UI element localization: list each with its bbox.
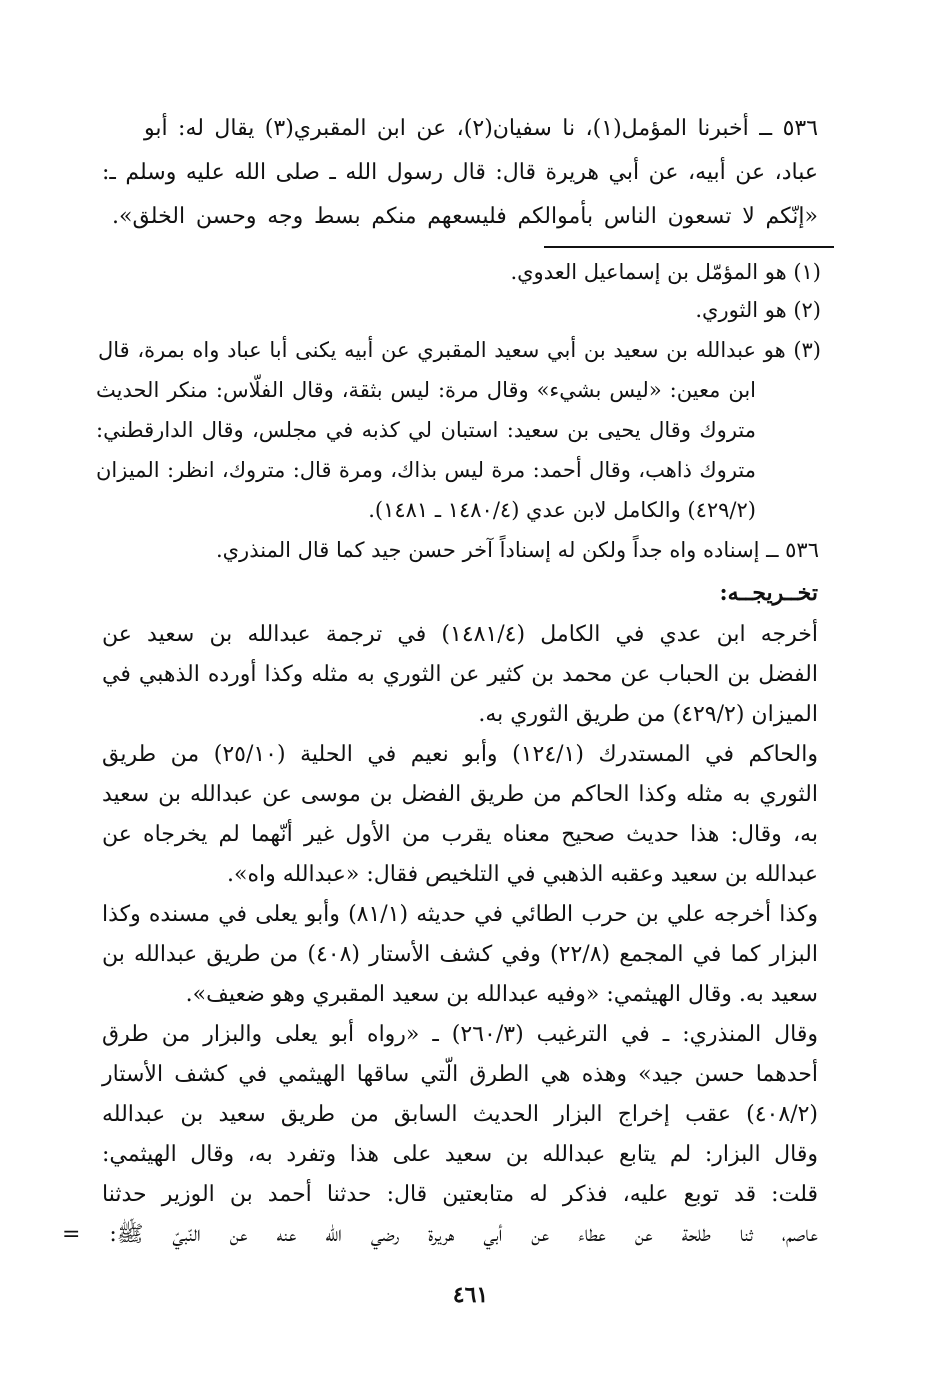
footnote-3-line-3: متروك وقال يحيى بن سعيد: استبان لي كذبه في مجلس، وقال الدارقطني: bbox=[96, 418, 756, 442]
takhrij-line-2: الفضل بن الحباب عن محمد بن كثير عن الثوري به مثله وكذا أورده الذهبي في bbox=[102, 662, 818, 687]
takhrij-heading: تخــريجــه: bbox=[719, 580, 818, 606]
hadith-line-2: عباد، عن أبيه، عن أبي هريرة قال: قال رسول الله ـ صلى الله عليه وسلم ـ: bbox=[102, 160, 818, 185]
footnote-3-line-2: ابن معين: «ليس بشيء» وقال مرة: ليس بثقة، وقال الفلّاس: منكر الحديث bbox=[96, 378, 756, 402]
takhrij-line-5: الثوري به مثله وكذا الحاكم من طريق الفضل بن موسى عن عبدالله بن سعيد bbox=[102, 782, 818, 807]
hadith-line-3: «إنّكم لا تسعون الناس بأموالكم فليسعهم منكم بسط وجه وحسن الخلق». bbox=[112, 204, 818, 229]
takhrij-line-3: الميزان (٤٢٩/٢) من طريق الثوري به. bbox=[478, 702, 818, 727]
takhrij-line-8: وكذا أخرجه علي بن حرب الطائي في حديثه (٨١/١) وأبو يعلى في مسنده وكذا bbox=[102, 902, 818, 927]
takhrij-line-10: سعيد به. وقال الهيثمي: «وفيه عبدالله بن سعيد المقبري وهو ضعيف». bbox=[185, 982, 818, 1007]
footnote-3-line-1: (٣) هو عبدالله بن سعيد بن أبي سعيد المقبري عن أبيه يكنى أبا عباد واه بمرة، قال bbox=[98, 338, 821, 362]
takhrij-line-11: وقال المنذري: ـ في الترغيب (٢٦٠/٣) ـ «رواه أبو يعلى والبزار من طرق bbox=[102, 1022, 818, 1047]
takhrij-line-7: عبدالله بن سعيد وعقبه الذهبي في التلخيص فقال: «عبدالله واه». bbox=[226, 862, 818, 887]
takhrij-line-16: عاصم، ثنا طلحة عن عطاء عن أبي هريرة رضي الله عنه عن النّبيّ ﷺ: = bbox=[62, 1222, 818, 1247]
hadith-line-1: ٥٣٦ ــ أخبرنا المؤمل(١)، نا سفيان(٢)، عن ابن المقبري(٣) يقال له: أبو bbox=[144, 116, 819, 141]
takhrij-line-1: أخرجه ابن عدي في الكامل (١٤٨١/٤) في ترجمة عبدالله بن سعيد عن bbox=[102, 622, 818, 647]
page-number: ٤٦١ bbox=[452, 1282, 489, 1308]
footnote-3-line-4: متروك ذاهب، وقال أحمد: مرة ليس بذاك، ومرة قال: متروك، انظر: الميزان bbox=[96, 458, 756, 482]
takhrij-line-12: أحدهما حسن جيد» وهذه هي الطرق الّتي ساقها الهيثمي في كشف الأستار bbox=[102, 1062, 818, 1087]
footnote-divider bbox=[544, 246, 834, 248]
takhrij-line-9: البزار كما في المجمع (٢٢/٨) وفي كشف الأستار (٤٠٨) من طريق عبدالله بن bbox=[102, 942, 818, 967]
takhrij-line-6: به، وقال: هذا حديث صحيح معناه يقرب من الأول غير أنّهما لم يخرجاه عن bbox=[102, 822, 818, 847]
footnote-536: ٥٣٦ ــ إسناده واه جداً ولكن له إسناداً آخر حسن جيد كما قال المنذري. bbox=[215, 538, 819, 562]
takhrij-line-4: والحاكم في المستدرك (١٢٤/١) وأبو نعيم في الحلية (٢٥/١٠) من طريق bbox=[102, 742, 818, 767]
takhrij-line-13: (٤٠٨/٢) عقب إخراج البزار الحديث السابق من طريق سعيد بن عبدالله bbox=[102, 1102, 818, 1127]
takhrij-line-15: قلت: قد توبع عليه، فذكر له متابعتين قال: حدثنا أحمد بن الوزير حدثنا bbox=[102, 1182, 818, 1207]
footnote-3-line-5: (٤٢٩/٢) والكامل لابن عدي (١٤٨٠/٤ ـ ١٤٨١). bbox=[368, 498, 756, 522]
takhrij-line-14: وقال البزار: لم يتابع عبدالله بن سعيد على هذا وتفرد به، وقال الهيثمي: bbox=[102, 1142, 818, 1167]
footnote-2: (٢) هو الثوري. bbox=[695, 298, 821, 322]
footnote-1: (١) هو المؤمّل بن إسماعيل العدوي. bbox=[510, 260, 821, 284]
